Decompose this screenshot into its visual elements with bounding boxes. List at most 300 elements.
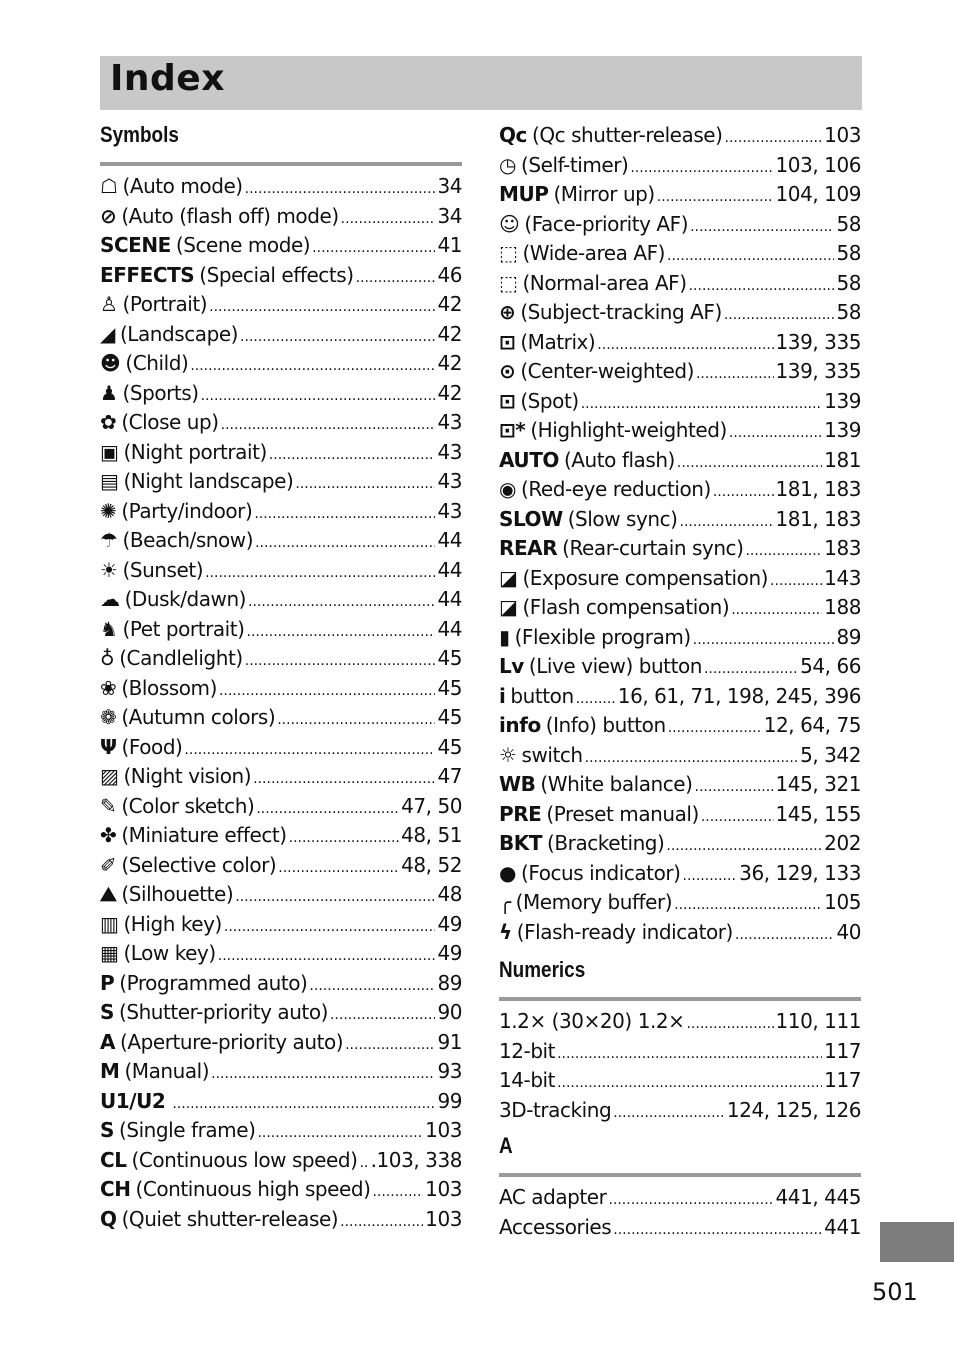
index-entry <box>499 239 861 269</box>
entry-symbol-icon: Q <box>100 1206 117 1231</box>
entry-page-numbers: 36, 129, 133 <box>739 860 861 885</box>
entry-page-numbers: 89 <box>437 970 462 995</box>
index-entry <box>499 416 861 446</box>
dot-leader <box>257 1116 423 1149</box>
dot-leader <box>557 1037 822 1070</box>
index-entry <box>100 880 462 910</box>
section-rule <box>499 997 861 1001</box>
index-entry <box>499 298 861 328</box>
index-entry <box>100 1146 462 1176</box>
index-entry <box>100 762 462 792</box>
entry-label: switch <box>521 742 583 767</box>
index-entry <box>100 1087 462 1117</box>
dot-leader <box>581 387 822 420</box>
entry-label: (Color sketch) <box>121 793 255 818</box>
index-entry <box>100 910 462 940</box>
dot-leader <box>693 623 835 656</box>
dot-leader <box>295 467 435 500</box>
entry-page-numbers: 181, 183 <box>775 506 861 531</box>
index-entry <box>499 328 861 358</box>
entry-page-numbers: 105 <box>824 890 861 914</box>
entry-symbol-icon: ϟ <box>499 919 512 944</box>
dot-leader <box>256 792 399 825</box>
dot-leader <box>770 564 822 597</box>
dot-leader <box>576 682 616 715</box>
index-entry <box>100 408 462 438</box>
entry-page-numbers: 43 <box>437 410 462 434</box>
page-title: Index <box>110 58 225 99</box>
index-entry <box>499 593 861 623</box>
entry-page-numbers: 43 <box>437 439 462 464</box>
entry-page-numbers: 44 <box>437 528 462 552</box>
dot-leader <box>690 210 834 243</box>
right-column <box>499 120 861 1242</box>
entry-page-numbers: 103 <box>824 123 861 147</box>
entry-page-numbers: 47, 50 <box>401 793 462 818</box>
entry-label: (Miniature effect) <box>121 823 287 847</box>
entry-label: (Flash compensation) <box>522 595 730 619</box>
entry-page-numbers: .103, 338 <box>370 1147 462 1172</box>
dot-leader <box>696 357 774 390</box>
entry-label: (Highlight-weighted) <box>530 418 727 442</box>
dot-leader <box>289 821 399 854</box>
entry-page-numbers: 34 <box>437 174 462 198</box>
a-entry-list <box>499 1183 861 1242</box>
index-entry <box>499 711 861 741</box>
dot-leader <box>608 1183 773 1216</box>
entry-label: (Quiet shutter-release) <box>121 1206 339 1231</box>
entry-symbol-icon: ✺ <box>100 498 117 523</box>
dot-leader <box>674 888 822 921</box>
entry-symbol-icon: WB <box>499 772 536 796</box>
index-entry <box>100 821 462 851</box>
entry-symbol-icon: SCENE <box>100 233 171 257</box>
entry-page-numbers: 181, 183 <box>775 477 861 501</box>
entry-page-numbers: 48 <box>437 882 462 906</box>
index-entry <box>499 829 861 859</box>
dot-leader <box>245 644 436 677</box>
dot-leader <box>372 1175 423 1208</box>
entry-symbol-icon: Qc <box>499 123 527 147</box>
entry-label: (Night landscape) <box>123 469 294 493</box>
entry-label: (Auto flash) <box>563 447 675 472</box>
entry-symbol-icon: ☺ <box>499 211 520 236</box>
entry-symbol-icon: PRE <box>499 801 542 826</box>
dot-leader <box>704 652 798 685</box>
entry-page-numbers: 34 <box>437 203 462 228</box>
section-rule <box>499 1173 861 1177</box>
dot-leader <box>312 231 435 264</box>
entry-page-numbers: 45 <box>437 646 462 670</box>
entry-label: (Spot) <box>520 388 579 413</box>
index-entry <box>100 497 462 527</box>
dot-leader <box>341 202 436 235</box>
entry-label: (Continuous high speed) <box>135 1177 371 1201</box>
entry-symbol-icon: ◢ <box>100 321 115 346</box>
index-entry <box>100 1057 462 1087</box>
dot-leader <box>219 674 435 707</box>
index-entry <box>499 475 861 505</box>
entry-symbol-icon: ☂ <box>100 528 118 552</box>
dot-leader <box>345 1028 435 1061</box>
entry-label: (Night vision) <box>123 764 252 788</box>
entry-symbol-icon: ◪ <box>499 595 518 619</box>
entry-symbol-icon: P <box>100 970 115 995</box>
entry-page-numbers: 42 <box>437 380 462 405</box>
entry-symbol-icon: BKT <box>499 831 543 855</box>
entry-page-numbers: 43 <box>437 498 462 523</box>
index-entry <box>499 534 861 564</box>
entry-symbol-icon: ⬚ <box>499 241 518 265</box>
entry-label: (Sunset) <box>122 557 204 582</box>
entry-label: (Silhouette) <box>121 882 234 906</box>
index-entry <box>499 564 861 594</box>
entry-label: Accessories <box>499 1214 612 1239</box>
entry-page-numbers: 139, 335 <box>775 359 861 383</box>
entry-page-numbers: 42 <box>437 292 462 316</box>
index-entry <box>100 733 462 763</box>
entry-page-numbers: 49 <box>437 911 462 936</box>
dot-leader <box>724 298 835 331</box>
entry-symbol-icon: A <box>100 1029 116 1054</box>
entry-symbol-icon: ▮ <box>499 624 510 649</box>
index-entry <box>100 674 462 704</box>
index-entry <box>499 623 861 653</box>
entry-label: (Close up) <box>121 410 219 434</box>
entry-label: 1.2× (30×20) 1.2× <box>499 1009 685 1033</box>
entry-label: (Center-weighted) <box>520 359 694 383</box>
dot-leader <box>172 1087 435 1120</box>
dot-leader <box>309 969 435 1002</box>
entry-page-numbers: 117 <box>824 1038 861 1063</box>
entry-page-numbers: 103 <box>425 1206 462 1231</box>
entry-label: (Bracketing) <box>547 831 665 855</box>
entry-label: (Blossom) <box>121 675 217 700</box>
index-entry <box>100 231 462 261</box>
index-entry <box>499 121 861 151</box>
entry-symbol-icon: ╭ <box>499 890 511 914</box>
left-column <box>100 120 462 1234</box>
entry-label: (Mirror up) <box>553 182 655 206</box>
entry-symbol-icon: info <box>499 713 541 737</box>
dot-leader <box>278 851 399 884</box>
dot-leader <box>359 1146 368 1179</box>
entry-label: (Party/indoor) <box>121 498 253 523</box>
entry-label: (Manual) <box>124 1059 210 1083</box>
entry-symbol-icon: Lv <box>499 654 524 678</box>
entry-page-numbers: 16, 61, 71, 198, 245, 396 <box>617 683 861 708</box>
entry-symbol-icon: M <box>100 1059 120 1083</box>
entry-symbol-icon: ▨ <box>100 764 119 788</box>
entry-symbol-icon: AUTO <box>499 447 559 472</box>
entry-page-numbers: 441, 445 <box>775 1185 861 1209</box>
entry-page-numbers: 58 <box>836 270 861 295</box>
entry-symbol-icon: S <box>100 1000 114 1024</box>
entry-label: (Auto mode) <box>122 174 243 198</box>
index-entry <box>499 210 861 240</box>
entry-symbol-icon: ● <box>499 860 517 885</box>
index-entry <box>100 172 462 202</box>
entry-page-numbers: 89 <box>836 624 861 649</box>
entry-symbol-icon: ▤ <box>100 469 119 493</box>
index-entry <box>499 770 861 800</box>
entry-label: (High key) <box>123 911 222 936</box>
index-entry <box>100 261 462 291</box>
entry-symbol-icon: ⊕ <box>499 300 516 324</box>
dot-leader <box>254 497 435 530</box>
entry-symbol-icon: ♟ <box>100 380 118 405</box>
index-entry <box>100 792 462 822</box>
entry-page-numbers: 45 <box>437 705 462 729</box>
section-heading-a: A <box>499 1133 513 1158</box>
entry-page-numbers: 54, 66 <box>800 654 861 678</box>
entry-symbol-icon: ✎ <box>100 793 117 818</box>
entry-symbol-icon: ◪ <box>499 565 518 590</box>
section-rule <box>100 162 462 166</box>
entry-page-numbers: 5, 342 <box>800 742 861 767</box>
entry-label: button <box>510 683 574 708</box>
entry-symbol-icon: ♙ <box>100 292 118 316</box>
entry-label: (Scene mode) <box>175 233 311 257</box>
entry-label: (Flash-ready indicator) <box>516 919 733 944</box>
entry-label: (Selective color) <box>121 852 277 877</box>
dot-leader <box>668 711 762 744</box>
dot-leader <box>666 829 822 862</box>
entry-page-numbers: 181 <box>824 447 861 472</box>
dot-leader <box>356 261 436 294</box>
entry-page-numbers: 58 <box>836 241 861 265</box>
entry-page-numbers: 117 <box>824 1068 861 1092</box>
index-entry <box>100 969 462 999</box>
entry-symbol-icon: ⊡* <box>499 418 526 442</box>
index-entry <box>100 202 462 232</box>
index-entry <box>100 349 462 379</box>
entry-symbol-icon: ❀ <box>100 675 117 700</box>
entry-page-numbers: 103 <box>425 1177 462 1201</box>
index-entry <box>499 652 861 682</box>
entry-page-numbers: 91 <box>437 1029 462 1054</box>
index-entry <box>499 682 861 712</box>
dot-leader <box>735 918 835 951</box>
entry-symbol-icon: ♞ <box>100 616 118 641</box>
index-entry <box>100 1205 462 1235</box>
dot-leader <box>657 180 774 213</box>
entry-label: (Matrix) <box>520 329 596 354</box>
entry-label: (Landscape) <box>119 321 239 346</box>
entry-page-numbers: 99 <box>437 1088 462 1113</box>
dot-leader <box>340 1205 423 1238</box>
index-entry <box>100 851 462 881</box>
dot-leader <box>255 526 435 559</box>
index-entry <box>100 998 462 1028</box>
dot-leader <box>184 733 435 766</box>
index-entry <box>499 269 861 299</box>
entry-label: (Focus indicator) <box>521 860 681 885</box>
entry-page-numbers: 58 <box>836 300 861 324</box>
dot-leader <box>667 239 834 272</box>
dot-leader <box>253 762 435 795</box>
dot-leader <box>713 475 774 508</box>
dot-leader <box>247 615 436 648</box>
index-entry <box>499 859 861 889</box>
entry-page-numbers: 441 <box>824 1214 861 1239</box>
entry-symbol-icon: CL <box>100 1147 127 1172</box>
entry-page-numbers: 45 <box>437 675 462 700</box>
index-entry <box>499 1096 861 1126</box>
entry-label: (Flexible program) <box>514 624 691 649</box>
index-entry <box>100 1116 462 1146</box>
index-entry <box>100 379 462 409</box>
entry-page-numbers: 202 <box>824 831 861 855</box>
index-entry <box>100 526 462 556</box>
entry-page-numbers: 48, 52 <box>401 852 462 877</box>
entry-label: 3D-tracking <box>499 1097 612 1122</box>
page-number: 501 <box>872 1278 918 1306</box>
entry-page-numbers: 12, 64, 75 <box>763 713 861 737</box>
entry-label: (Night portrait) <box>123 439 267 464</box>
index-entry <box>499 888 861 918</box>
entry-symbol-icon: MUP <box>499 182 549 206</box>
entry-page-numbers: 46 <box>437 262 462 287</box>
entry-symbol-icon: ☀ <box>100 557 118 582</box>
index-entry <box>499 446 861 476</box>
entry-label: 12-bit <box>499 1038 556 1063</box>
dot-leader <box>695 770 774 803</box>
entry-label: (Subject-tracking AF) <box>520 300 722 324</box>
entry-page-numbers: 188 <box>824 595 861 619</box>
entry-label: (White balance) <box>540 772 693 796</box>
entry-page-numbers: 183 <box>824 536 861 560</box>
index-entry <box>499 1213 861 1243</box>
entry-symbol-icon: SLOW <box>499 506 563 531</box>
section-heading-numerics: Numerics <box>499 957 586 982</box>
entry-label: (Red-eye reduction) <box>521 477 711 501</box>
entry-page-numbers: 44 <box>437 587 462 611</box>
index-entry <box>499 1183 861 1213</box>
dot-leader <box>680 505 774 538</box>
dot-leader <box>269 438 436 471</box>
index-entry <box>499 505 861 535</box>
entry-label: (Beach/snow) <box>122 528 254 552</box>
dot-leader <box>613 1213 822 1246</box>
entry-label: (Memory buffer) <box>515 890 673 914</box>
entry-symbol-icon: ▦ <box>100 941 119 965</box>
entry-page-numbers: 42 <box>437 351 462 375</box>
index-entry <box>499 918 861 948</box>
dot-leader <box>613 1096 725 1129</box>
dot-leader <box>240 320 435 353</box>
entry-page-numbers: 45 <box>437 734 462 759</box>
dot-leader <box>221 408 436 441</box>
title-bar <box>100 56 862 110</box>
entry-page-numbers: 139, 335 <box>775 329 861 354</box>
dot-leader <box>729 416 822 449</box>
entry-symbol-icon: ⊙ <box>499 359 516 383</box>
entry-symbol-icon: ⊘ <box>100 203 117 228</box>
entry-symbol-icon: U1/U2 <box>100 1088 166 1113</box>
entry-label: (Auto (flash off) mode) <box>121 203 339 228</box>
dot-leader <box>209 290 435 323</box>
section-heading-symbols: Symbols <box>100 122 179 147</box>
entry-page-numbers: 90 <box>437 1000 462 1024</box>
entry-label: (Candlelight) <box>119 646 243 670</box>
entry-symbol-icon: EFFECTS <box>100 262 195 287</box>
entry-page-numbers: 103 <box>425 1118 462 1142</box>
entry-label: (Low key) <box>123 941 216 965</box>
entry-symbol-icon: ⊡ <box>499 329 516 354</box>
entry-page-numbers: 42 <box>437 321 462 346</box>
entry-symbol-icon: ☁ <box>100 587 120 611</box>
entry-label: (Portrait) <box>122 292 208 316</box>
dot-leader <box>224 910 436 943</box>
entry-symbol-icon: i <box>499 683 506 708</box>
dot-leader <box>211 1057 435 1090</box>
index-entry <box>499 357 861 387</box>
entry-symbol-icon: ▣ <box>100 439 119 464</box>
entry-label: (Aperture-priority auto) <box>120 1029 344 1054</box>
index-entry <box>100 290 462 320</box>
dot-leader <box>245 172 436 205</box>
index-entry <box>499 1037 861 1067</box>
entry-label: AC adapter <box>499 1185 607 1209</box>
entry-page-numbers: 48, 51 <box>401 823 462 847</box>
entry-page-numbers: 47 <box>437 764 462 788</box>
entry-page-numbers: 110, 111 <box>775 1009 861 1033</box>
entry-symbol-icon: ✤ <box>100 823 117 847</box>
dot-leader <box>597 328 773 361</box>
index-entry <box>100 939 462 969</box>
entry-page-numbers: 124, 125, 126 <box>726 1097 861 1122</box>
entry-symbol-icon: ☖ <box>100 174 118 198</box>
index-entry <box>100 615 462 645</box>
index-entry <box>499 1007 861 1037</box>
numerics-entry-list <box>499 1007 861 1125</box>
entry-label: (Pet portrait) <box>122 616 245 641</box>
entry-label: (Single frame) <box>118 1118 256 1142</box>
dot-leader <box>689 269 835 302</box>
index-entry <box>100 585 462 615</box>
entry-label: (Wide-area AF) <box>522 241 666 265</box>
entry-label: (Continuous low speed) <box>131 1147 358 1172</box>
index-entry <box>100 1028 462 1058</box>
entry-label: (Special effects) <box>199 262 354 287</box>
index-entry <box>499 180 861 210</box>
entry-symbol-icon: ♁ <box>100 646 115 670</box>
entry-symbol-icon: ❁ <box>100 705 117 729</box>
entry-label: (Self-timer) <box>521 152 629 177</box>
dot-leader <box>630 151 773 184</box>
entry-symbol-icon: ◷ <box>499 152 517 177</box>
entry-symbol-icon: ☼ <box>499 742 517 767</box>
dot-leader <box>701 800 774 833</box>
entry-label: (Exposure compensation) <box>522 565 769 590</box>
entry-label: (Autumn colors) <box>121 705 276 729</box>
dot-leader <box>686 1007 773 1040</box>
entry-symbol-icon: ✐ <box>100 852 117 877</box>
entry-label: (Sports) <box>122 380 199 405</box>
entry-page-numbers: 58 <box>836 211 861 236</box>
index-entry <box>100 703 462 733</box>
entry-label: (Preset manual) <box>546 801 699 826</box>
entry-page-numbers: 93 <box>437 1059 462 1083</box>
index-entry <box>499 387 861 417</box>
index-entry <box>100 320 462 350</box>
entry-page-numbers: 49 <box>437 941 462 965</box>
entry-page-numbers: 44 <box>437 616 462 641</box>
dot-leader <box>557 1066 822 1099</box>
entry-page-numbers: 145, 321 <box>775 772 861 796</box>
entry-label: 14-bit <box>499 1068 556 1092</box>
